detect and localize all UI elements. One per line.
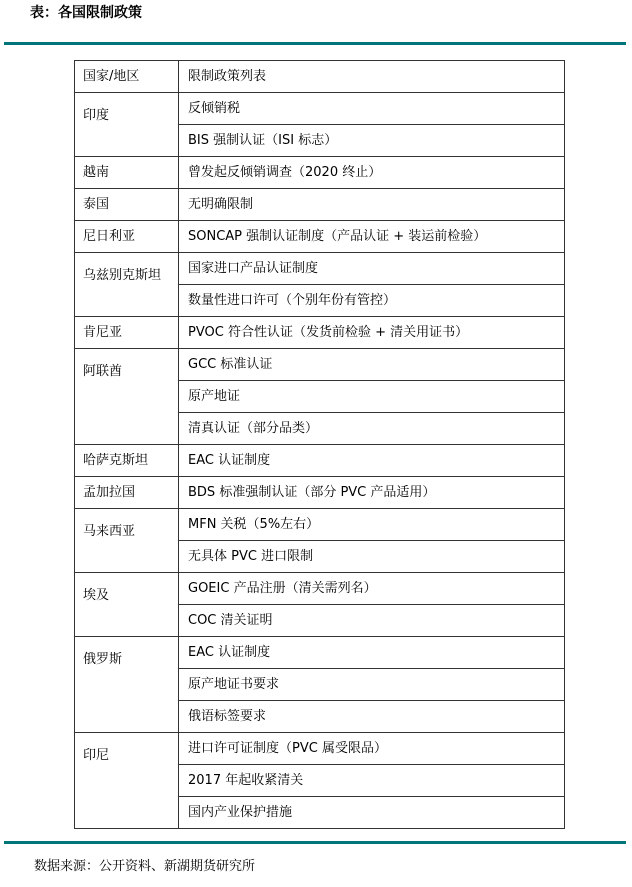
country-cell: 哈萨克斯坦 [75, 445, 179, 477]
policy-cell: 原产地证 [179, 381, 565, 413]
policy-table [74, 60, 565, 829]
policy-cell: 进口许可证制度（PVC 属受限品） [179, 733, 565, 765]
policy-cell: 国家进口产品认证制度 [179, 253, 565, 285]
country-cell: 埃及 [75, 573, 179, 637]
source-note: 数据来源：公开资料、新湖期货研究所 [34, 859, 256, 874]
table-row [75, 637, 565, 669]
header-country: 国家/地区 [75, 61, 179, 93]
policy-cell: 原产地证书要求 [179, 669, 565, 701]
country-cell: 乌兹别克斯坦 [75, 253, 179, 317]
policy-cell: 数量性进口许可（个别年份有管控） [179, 285, 565, 317]
table-row [75, 93, 565, 125]
policy-cell: 曾发起反倾销调查（2020 终止） [179, 157, 565, 189]
country-cell: 阿联酋 [75, 349, 179, 445]
table-row [75, 317, 565, 349]
country-cell: 印尼 [75, 733, 179, 829]
table-row [75, 349, 565, 381]
policy-cell: SONCAP 强制认证制度（产品认证 + 装运前检验） [179, 221, 565, 253]
country-cell: 印度 [75, 93, 179, 157]
table-row [75, 189, 565, 221]
policy-cell: COC 清关证明 [179, 605, 565, 637]
policy-cell: 国内产业保护措施 [179, 797, 565, 829]
country-cell: 尼日利亚 [75, 221, 179, 253]
policy-cell: BDS 标准强制认证（部分 PVC 产品适用） [179, 477, 565, 509]
policy-cell: 2017 年起收紧清关 [179, 765, 565, 797]
country-cell: 孟加拉国 [75, 477, 179, 509]
table-row [75, 733, 565, 765]
table-row [75, 509, 565, 541]
policy-cell: 清真认证（部分品类） [179, 413, 565, 445]
table-row [75, 477, 565, 509]
table-row [75, 573, 565, 605]
country-cell: 马来西亚 [75, 509, 179, 573]
policy-cell: 反倾销税 [179, 93, 565, 125]
country-cell: 肯尼亚 [75, 317, 179, 349]
country-cell: 泰国 [75, 189, 179, 221]
table-row [75, 253, 565, 285]
country-cell: 俄罗斯 [75, 637, 179, 733]
country-cell: 越南 [75, 157, 179, 189]
policy-cell: BIS 强制认证（ISI 标志） [179, 125, 565, 157]
header-policy: 限制政策列表 [179, 61, 565, 93]
table-row [75, 157, 565, 189]
policy-cell: GCC 标准认证 [179, 349, 565, 381]
policy-cell: EAC 认证制度 [179, 637, 565, 669]
policy-cell: 无具体 PVC 进口限制 [179, 541, 565, 573]
table-header-row [75, 61, 565, 93]
table-title: 表：各国限制政策 [30, 5, 142, 21]
table-row [75, 445, 565, 477]
policy-cell: 俄语标签要求 [179, 701, 565, 733]
policy-cell: MFN 关税（5%左右） [179, 509, 565, 541]
top-rule [4, 42, 626, 45]
table-row [75, 221, 565, 253]
bottom-rule [4, 841, 626, 844]
policy-cell: EAC 认证制度 [179, 445, 565, 477]
policy-cell: 无明确限制 [179, 189, 565, 221]
policy-cell: GOEIC 产品注册（清关需列名） [179, 573, 565, 605]
policy-cell: PVOC 符合性认证（发货前检验 + 清关用证书） [179, 317, 565, 349]
